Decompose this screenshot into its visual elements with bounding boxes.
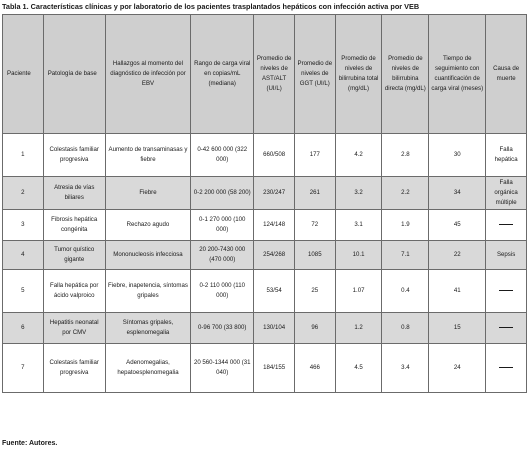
table-row: [3, 210, 527, 241]
cell-diagnosis-findings: Aumento de transaminasas y fiebre: [105, 134, 190, 177]
cell-diagnosis-findings: Mononucleosis infecciosa: [105, 241, 190, 270]
cell-follow-up-time: 45: [429, 210, 486, 241]
cell-cause-of-death: Falla hepática: [486, 134, 527, 177]
cell-cause-of-death: [486, 313, 527, 344]
header-viral-load-range: Rango de carga viral en copias/mL (mediana): [191, 15, 254, 134]
cell-patient: 3: [3, 210, 44, 241]
cell-ast-alt: 184/155: [254, 344, 295, 393]
dash-mark: [499, 224, 513, 225]
cell-viral-load: 0-2 110 000 (110 000): [191, 270, 254, 313]
table-row: [3, 177, 527, 210]
table-row: [3, 344, 527, 393]
cell-base-pathology: Hepatitis neonatal por CMV: [43, 313, 105, 344]
cell-follow-up-time: 41: [429, 270, 486, 313]
patients-table: [2, 14, 527, 393]
header-total-bilirubin: Promedio de niveles de bilirrubina total (mg/dL): [335, 15, 382, 134]
cell-patient: 2: [3, 177, 44, 210]
cell-ast-alt: 130/104: [254, 313, 295, 344]
table-source: Fuente: Autores.: [2, 440, 58, 447]
cell-diagnosis-findings: Síntomas gripales, esplenomegalia: [105, 313, 190, 344]
cell-ast-alt: 660/508: [254, 134, 295, 177]
table-row: [3, 270, 527, 313]
cell-cause-of-death: [486, 344, 527, 393]
table-row: [3, 241, 527, 270]
table-row: [3, 134, 527, 177]
cell-ggt: 72: [294, 210, 335, 241]
cell-direct-bilirubin: 3.4: [382, 344, 429, 393]
header-row: [3, 15, 527, 134]
cell-patient: 6: [3, 313, 44, 344]
cell-total-bilirubin: 3.1: [335, 210, 382, 241]
cell-base-pathology: Falla hepática por ácido valproico: [43, 270, 105, 313]
cell-base-pathology: Colestasis familiar progresiva: [43, 344, 105, 393]
cell-diagnosis-findings: Adenomegalias, hepatoesplenomegalia: [105, 344, 190, 393]
cell-base-pathology: Atresia de vías biliares: [43, 177, 105, 210]
table-caption: Tabla 1. Características clínicas y por laboratorio de los pacientes trasplantados hepáticos con infección activa por VEB: [2, 2, 420, 11]
header-ast-alt: Promedio de niveles de AST/ALT (UI/L): [254, 15, 295, 134]
header-base-pathology: Patología de base: [43, 15, 105, 134]
cell-follow-up-time: 24: [429, 344, 486, 393]
header-ggt: Promedio de niveles de GGT (UI/L): [294, 15, 335, 134]
cell-direct-bilirubin: 2.8: [382, 134, 429, 177]
cell-total-bilirubin: 3.2: [335, 177, 382, 210]
cell-direct-bilirubin: 7.1: [382, 241, 429, 270]
cell-diagnosis-findings: Fiebre, inapetencia, síntomas gripales: [105, 270, 190, 313]
cell-follow-up-time: 15: [429, 313, 486, 344]
table-row: [3, 313, 527, 344]
cell-cause-of-death: [486, 210, 527, 241]
cell-direct-bilirubin: 0.8: [382, 313, 429, 344]
cell-diagnosis-findings: Fiebre: [105, 177, 190, 210]
cell-ast-alt: 124/148: [254, 210, 295, 241]
cell-direct-bilirubin: 1.9: [382, 210, 429, 241]
cell-ggt: 96: [294, 313, 335, 344]
cell-viral-load: 0-96 700 (33 800): [191, 313, 254, 344]
cell-ggt: 177: [294, 134, 335, 177]
cell-follow-up-time: 22: [429, 241, 486, 270]
cell-ast-alt: 254/268: [254, 241, 295, 270]
cell-patient: 7: [3, 344, 44, 393]
dash-mark: [499, 327, 513, 328]
dash-mark: [499, 367, 513, 368]
cell-total-bilirubin: 4.2: [335, 134, 382, 177]
cell-base-pathology: Tumor quístico gigante: [43, 241, 105, 270]
cell-viral-load: 20 200-7430 000 (470 000): [191, 241, 254, 270]
cell-direct-bilirubin: 2.2: [382, 177, 429, 210]
dash-mark: [499, 290, 513, 291]
header-follow-up-time: Tiempo de seguimiento con cuantificación de carga viral (meses): [429, 15, 486, 134]
cell-cause-of-death: [486, 270, 527, 313]
cell-total-bilirubin: 1.2: [335, 313, 382, 344]
header-patient: Paciente: [3, 15, 44, 134]
cell-ast-alt: 53/54: [254, 270, 295, 313]
cell-cause-of-death: Falla orgánica múltiple: [486, 177, 527, 210]
cell-viral-load: 20 560-1344 000 (31 040): [191, 344, 254, 393]
cell-viral-load: 0-42 600 000 (322 000): [191, 134, 254, 177]
cell-patient: 1: [3, 134, 44, 177]
cell-ggt: 261: [294, 177, 335, 210]
header-diagnosis-findings: Hallazgos al momento del diagnóstico de infección por EBV: [105, 15, 190, 134]
cell-ggt: 25: [294, 270, 335, 313]
cell-viral-load: 0-2 200 000 (58 200): [191, 177, 254, 210]
cell-follow-up-time: 30: [429, 134, 486, 177]
header-cause-of-death: Causa de muerte: [486, 15, 527, 134]
cell-total-bilirubin: 10.1: [335, 241, 382, 270]
cell-diagnosis-findings: Rechazo agudo: [105, 210, 190, 241]
cell-patient: 4: [3, 241, 44, 270]
cell-total-bilirubin: 4.5: [335, 344, 382, 393]
cell-ggt: 1085: [294, 241, 335, 270]
cell-ggt: 466: [294, 344, 335, 393]
cell-ast-alt: 230/247: [254, 177, 295, 210]
header-direct-bilirubin: Promedio de niveles de bilirrubina directa (mg/dL): [382, 15, 429, 134]
cell-viral-load: 0-1 270 000 (100 000): [191, 210, 254, 241]
cell-direct-bilirubin: 0.4: [382, 270, 429, 313]
cell-cause-of-death: Sepsis: [486, 241, 527, 270]
cell-base-pathology: Colestasis familiar progresiva: [43, 134, 105, 177]
cell-patient: 5: [3, 270, 44, 313]
cell-base-pathology: Fibrosis hepática congénita: [43, 210, 105, 241]
cell-total-bilirubin: 1.07: [335, 270, 382, 313]
cell-follow-up-time: 34: [429, 177, 486, 210]
